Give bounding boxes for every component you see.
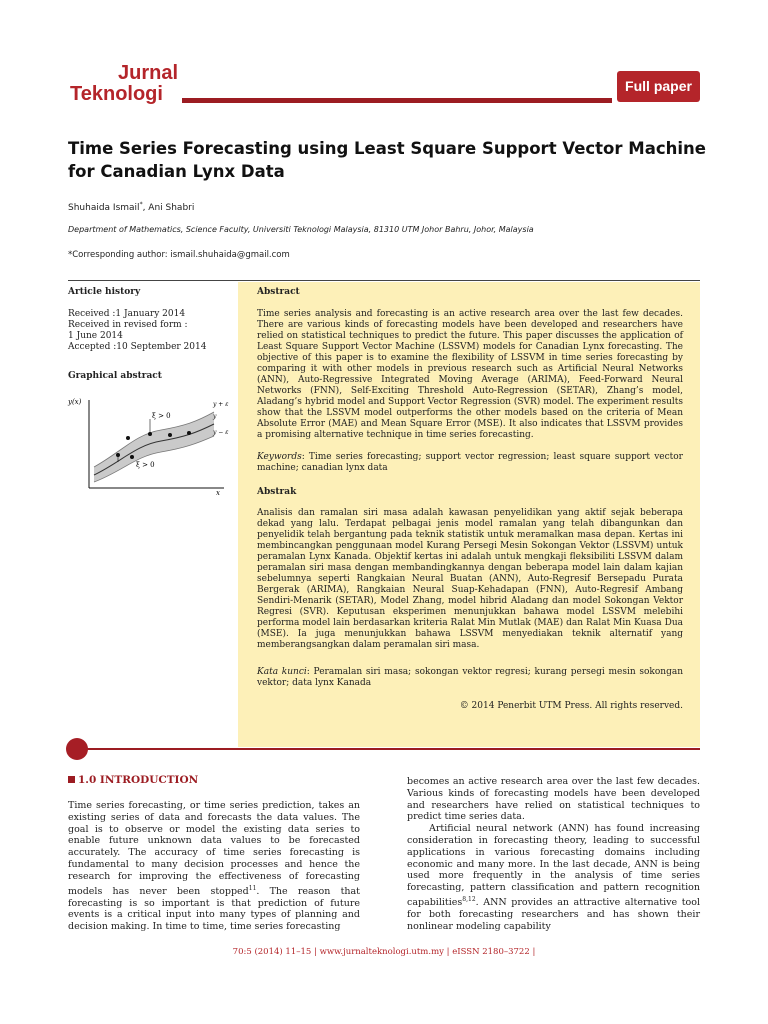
history-line: Accepted :10 September 2014 [68, 342, 207, 352]
regression-label: y [213, 413, 217, 420]
authors [68, 201, 194, 213]
journal-logo [70, 63, 178, 105]
intro-text: . ANN provides an attractive alternative tool for both forecasting researchers and has shown their nonlinear modeling capability [407, 897, 700, 932]
graphical-abstract-heading: Graphical abstract [68, 371, 162, 381]
upper-bound-label: y + ε [213, 401, 229, 408]
introduction-column-1 [68, 800, 360, 933]
section-divider [68, 748, 700, 750]
intro-paragraph [407, 823, 700, 932]
heading-square-icon [68, 776, 75, 783]
abstract-text: Time series analysis and forecasting is an active research area over the last few decades. There are various kinds of forecasting models have been developed and researchers have relied on statistical techniques to predict the future. This paper discusses the application of Least Square Support Vector Machine (LSSVM) models for Canadian Lynx forecasting. The objective of this paper is to examine the flexibility of LSSVM in time series forecasting by comparing it with other models in previous research such as Artificial Neural Networks (ANN), Auto-Regressive Integrated Moving Average (ARIMA), Feed-Forward Neural Networks (FNN), Self-Exciting Threshold Auto-Regression (SETAR), Zhang’s model, Aladang’s hybrid model and Support Vector Regression (SVR) model. The experiment results show that the LSSVM model outperforms the other models based on the criteria of Mean Absolute Error (MAE) and Mean Square Error (MSE). It also indicates that LSSVM provides a promising alternative technique in time series forecasting. [257, 309, 683, 440]
copyright: © 2014 Penerbit UTM Press. All rights reserved. [459, 701, 683, 711]
affiliation: Department of Mathematics, Science Faculty, Universiti Teknologi Malaysia, 81310 UTM Johor Bahru, Johor, Malaysia [68, 225, 534, 234]
abstrak-text: Analisis dan ramalan siri masa adalah kawasan penyelidikan yang aktif sejak beberapa dekad yang lalu. Terdapat pelbagai jenis model ramalan yang telah dibangunkan dan penyelidik telah bergantung pada teknik statistik untuk meramalkan masa depan. Kertas ini membincangkan penggunaan model Kurang Persegi Mesin Sokongan Vektor (LSSVM) untuk peramalan Lynx Kanada. Objektif kertas ini adalah untuk mengkaji fleksibiliti LSSVM dalam peramalan siri masa dengan membandingkannya dengan beberapa model lain dalam kajian sebelumnya seperti Rangkaian Neural Buatan (ANN), Auto-Regresif Bersepadu Purata Bergerak (ARIMA), Rangkaian Neural Suap-Kehadapan (FNN), Auto-Regresif Ambang Sendiri-Menarik (SETAR), Model Zhang, model hibrid Aladang dan model Sokongan Vektor Regresi (SVR). Keputusan eksperimen menunjukkan bahawa model LSSVM melebihi performa model lain berdasarkan kriteria Ralat Min Mutlak (MAE) dan Ralat Min Kuasa Dua (MSE). Ia juga menunjukkan bahawa LSSVM menyediakan teknik alternatif yang memberangsangkan dalam peramalan siri masa. [257, 508, 683, 650]
article-history-heading: Article history [68, 287, 141, 297]
abstrak-keywords [257, 667, 683, 689]
corresponding-author: *Corresponding author: ismail.shuhaida@gmail.com [68, 250, 290, 260]
keywords-text: : Time series forecasting; support vector regression; least square support vector machine; canadian lynx data [257, 452, 683, 473]
data-point [187, 431, 191, 435]
introduction-column-2 [407, 776, 700, 933]
abstrak-heading: Abstrak [257, 487, 297, 497]
logo-line2: Teknologi [70, 83, 163, 105]
introduction-heading [68, 774, 198, 786]
logo-line1: Jurnal [118, 62, 179, 84]
data-point [130, 455, 134, 459]
slack-label-top: ξ > 0 [152, 412, 171, 420]
keywords-label: Keywords [257, 452, 302, 462]
data-point [126, 436, 130, 440]
intro-text: . The reason that forecasting is so important is that prediction of future events is a critical input into many types of planning and decision making. In time to time, time series forecasting [68, 885, 360, 933]
citation: 8,12 [462, 895, 476, 903]
y-axis-label: y(x) [68, 398, 82, 406]
kata-kunci-text: : Peramalan siri masa; sokongan vektor regresi; kurang persegi mesin sokongan vektor; data lynx Kanada [257, 667, 683, 688]
article-history [68, 309, 233, 353]
x-axis-label: x [216, 489, 220, 496]
slack-label-bottom: ξ > 0 [136, 461, 155, 469]
history-line: 1 June 2014 [68, 331, 123, 341]
author-secondary: , Ani Shabri [142, 203, 195, 213]
full-paper-badge: Full paper [617, 71, 700, 102]
introduction-heading-text: 1.0 INTRODUCTION [78, 774, 199, 786]
graphical-abstract-figure [66, 392, 232, 496]
kata-kunci-label: Kata kunci [257, 667, 307, 677]
history-line: Received :1 January 2014 [68, 309, 186, 319]
citation: 11 [248, 884, 257, 892]
corresponding-mark: * [139, 201, 143, 208]
intro-text: Artificial neural network (ANN) has found increasing consideration in forecasting theory, leading to successful applications in various forecasting domains including economic and many more. In the last decade, ANN is being used more frequently in the analysis of time series forecasting, pattern classification and pattern recognition capabilities [407, 823, 700, 909]
data-point [168, 433, 172, 437]
divider-dot [66, 738, 88, 760]
paper-title: Time Series Forecasting using Least Square Support Vector Machine for Canadian Lynx Data [68, 139, 706, 181]
section-rule [68, 280, 700, 281]
intro-text: becomes an active research area over the last few decades. Various kinds of forecasting models have been developed and researchers have relied on statistical techniques to predict time series data. [407, 776, 700, 823]
epsilon-tube [94, 412, 214, 482]
intro-text: Time series forecasting, or time series prediction, takes an existing series of data and forecasts the data values. The goal is to observe or model the existing data series to enable future unknown data values to be forecasted accurately. The accuracy of time series forecasting is fundamental to many decision processes and hence the research for improving the effectiveness of forecasting models has never been stopped [68, 800, 360, 897]
abstract-keywords [257, 452, 683, 474]
abstract-heading: Abstract [257, 287, 300, 297]
history-line: Received in revised form : [68, 320, 188, 330]
author-primary: Shuhaida Ismail [68, 203, 140, 213]
lower-bound-label: y − ε [213, 429, 229, 436]
page-footer: 70:5 (2014) 11–15 | www.jurnalteknologi.utm.my | eISSN 2180–3722 | [232, 947, 536, 957]
header-rule [182, 98, 612, 103]
